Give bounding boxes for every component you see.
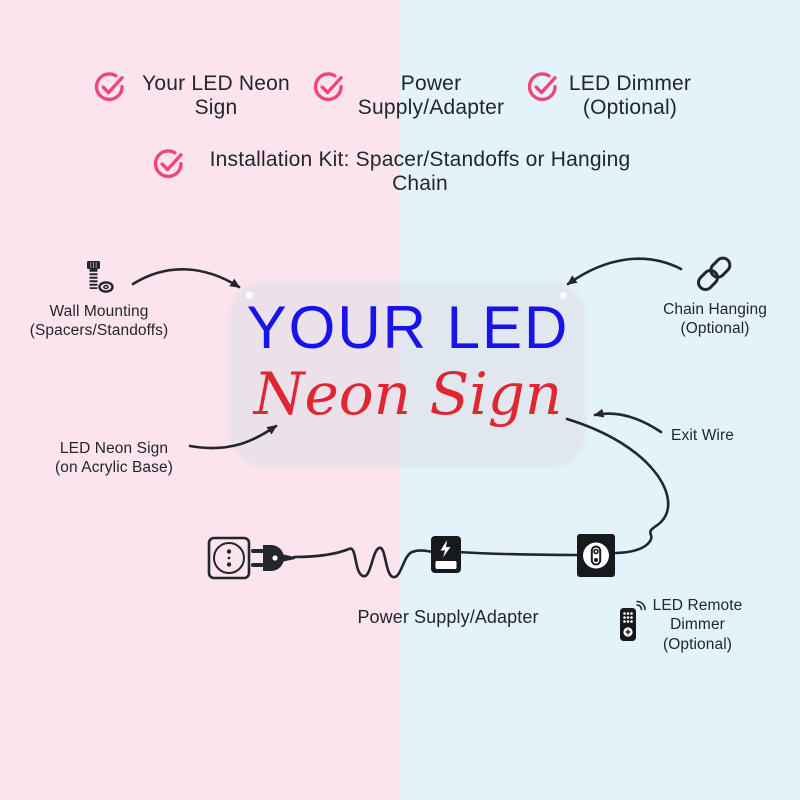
chain-link-icon bbox=[692, 252, 736, 296]
check-circle-icon bbox=[312, 69, 346, 103]
checklist-item-installation-kit bbox=[152, 146, 186, 180]
inline-dimmer-icon bbox=[577, 534, 615, 577]
checklist-label-power-supply: Power Supply/Adapter bbox=[357, 72, 505, 120]
check-circle-icon bbox=[93, 69, 127, 103]
led-remote-dimmer-label: LED Remote Dimmer (Optional) bbox=[652, 597, 743, 653]
sign-text-line1: YOUR LED bbox=[246, 294, 570, 361]
check-circle-icon bbox=[526, 69, 560, 103]
exit-wire-label: Exit Wire bbox=[671, 427, 734, 444]
checklist-item-neon-sign bbox=[93, 69, 127, 103]
chain-hanging-title: Chain Hanging bbox=[663, 301, 767, 318]
chain-hanging-label bbox=[640, 300, 790, 339]
checklist-item-led-dimmer bbox=[526, 69, 560, 103]
chain-hanging-subtitle: (Optional) bbox=[680, 320, 750, 338]
led-neon-sign-subtitle: (on Acrylic Base) bbox=[55, 459, 173, 477]
checklist-label-installation-kit: Installation Kit: Spacer/Standoffs or Hanging Chain bbox=[209, 148, 631, 196]
power-supply-label: Power Supply/Adapter bbox=[357, 607, 539, 627]
wall-mounting-subtitle: (Spacers/Standoffs) bbox=[29, 322, 169, 340]
power-adapter-icon bbox=[431, 536, 461, 573]
plug-icon bbox=[251, 542, 299, 574]
power-outlet-icon bbox=[207, 536, 251, 580]
screw-icon bbox=[74, 258, 118, 302]
sign-text-line2: Neon Sign bbox=[253, 360, 563, 428]
led-neon-sign-label bbox=[30, 439, 198, 478]
checklist-item-power-supply bbox=[312, 69, 346, 103]
wall-mounting-title: Wall Mounting bbox=[49, 303, 149, 320]
wall-mounting-label bbox=[8, 302, 190, 341]
check-circle-icon bbox=[152, 146, 186, 180]
checklist-label-neon-sign: Your LED Neon Sign bbox=[142, 72, 290, 120]
led-neon-sign-title: LED Neon Sign bbox=[59, 440, 169, 457]
checklist-label-led-dimmer: LED Dimmer (Optional) bbox=[568, 72, 692, 120]
